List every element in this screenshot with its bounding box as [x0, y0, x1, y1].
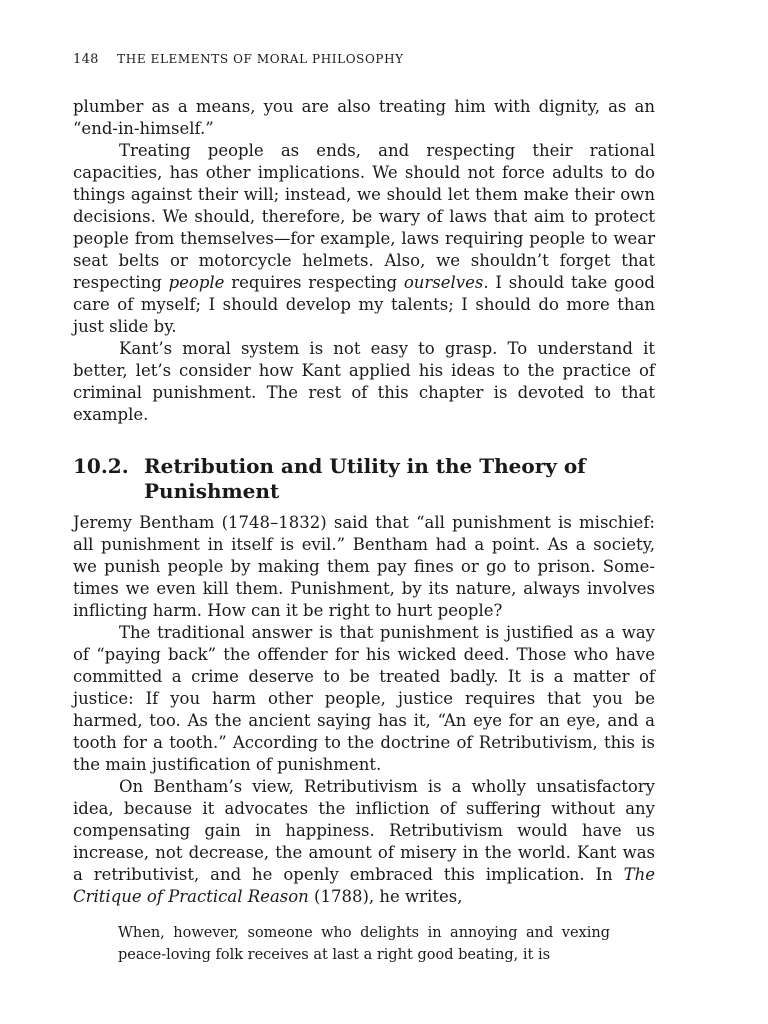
paragraph-text: Kant’s moral system is not easy to grasp. To understand it better, let’s consider how Kant applied his ideas to the practice of criminal punishment. The rest of this chapter is devoted to that example. — [73, 339, 655, 424]
block-quote — [118, 922, 610, 966]
section-number: 10.2. — [73, 454, 129, 478]
paragraph-text: Jeremy Bentham (1748–1832) said that “all punishment is mischief: all punishment in itself is evil.” Bentham had a point. As a society, we punish people by making them pay fines or go to prison. Sometimes we even kill them. Punishment, by its nature, always involves inflicting harm. How can it be right to hurt people? — [73, 513, 655, 620]
running-head — [73, 52, 655, 67]
book-title: THE ELEMENTS OF MORAL PHILOSOPHY — [117, 52, 404, 66]
book-page — [73, 52, 655, 966]
paragraph-text: Treating people as ends, and respecting their rational capacities, has other implications. We should not force adults to do things against their will; instead, we should let them make their own decisions. We should, therefore, be wary of laws that aim to protect people from themselves—for example, laws requiring people to wear seat belts or motorcycle helmets. Also, we shouldn’t forget that respecting — [73, 141, 655, 292]
paragraph-text: requires respecting — [224, 273, 404, 292]
section-heading — [73, 454, 655, 504]
quote-text: When, however, someone who delights in annoying and vexing peace-loving folk receives at last a right good beating, it is — [118, 925, 610, 963]
paragraph-text: (1788), he writes, — [308, 887, 463, 906]
paragraph-text: The traditional answer is that punishment is justified as a way of “paying back” the offender for his wicked deed. Those who have committed a crime deserve to be treated badly. It is a matter of justice: If you harm other people, justice requires that you be harmed, too. As the ancient saying has it, “An eye for an eye, and a tooth for a tooth.” According to the doctrine of Retributivism, this is the main justification of punishment. — [73, 623, 655, 774]
emphasis-people: people — [168, 273, 225, 292]
paragraph-traditional-answer — [73, 622, 655, 776]
page-number: 148 — [73, 52, 99, 67]
paragraph-benthams-view — [73, 776, 655, 908]
paragraph-text: plumber as a means, you are also treating him with dignity, as an “end-in-himself.” — [73, 97, 655, 138]
paragraph-continued — [73, 96, 655, 140]
section-title: Retribution and Utility in the Theory of Punishment — [144, 454, 586, 503]
book-title-critique: The Critique of Practical Reason — [73, 865, 655, 906]
paragraph-text: On Bentham’s view, Retributivism is a wholly unsatisfactory idea, because it advocates the infliction of suffering without any compensating gain in happiness. Retributivism would have us increase, not decrease, the amount of misery in the world. Kant was a retributivist, and he openly embraced this implication. In — [73, 777, 655, 884]
paragraph-bentham — [73, 512, 655, 622]
emphasis-ourselves: ourselves — [403, 273, 484, 292]
paragraph-kants-moral-system — [73, 338, 655, 426]
paragraph-treating-people — [73, 140, 655, 338]
paragraph-text: . I should take good care of myself; I should develop my talents; I should do more than just slide by. — [73, 273, 655, 336]
